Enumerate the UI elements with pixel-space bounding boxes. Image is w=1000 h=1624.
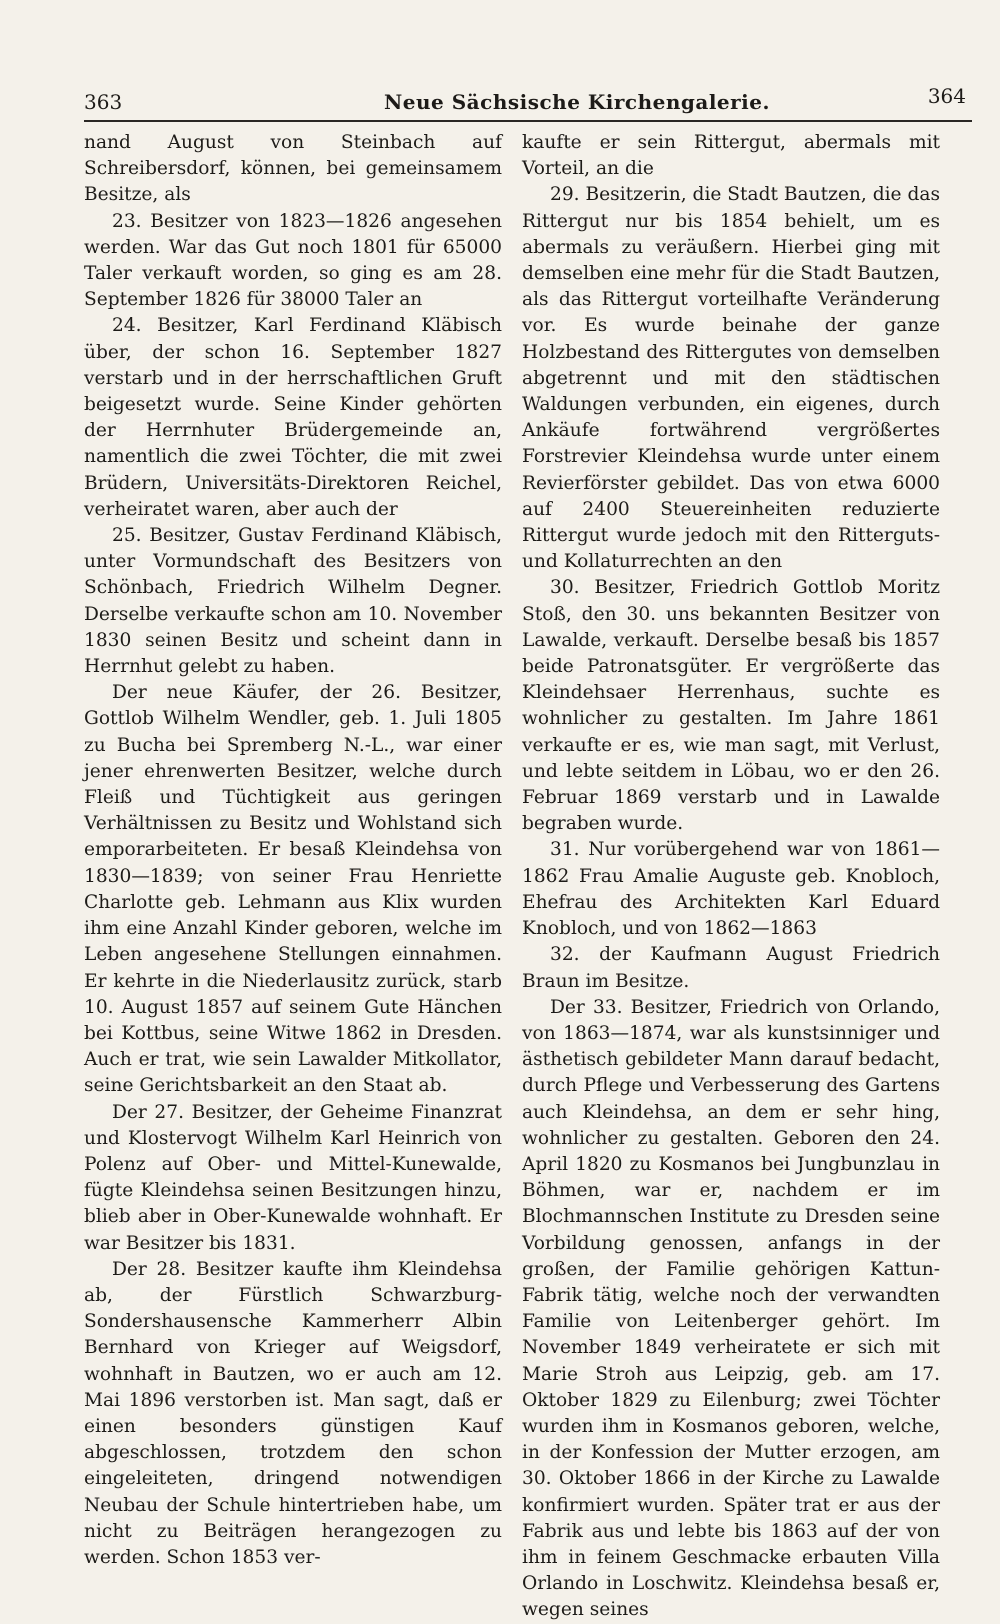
paragraph: Der 33. Besitzer, Friedrich von Orlando, von 1863—1874, war als kunstsinniger und ästhetisch gebildeter Mann darauf bedacht, durch Pflege und Verbesserung des Gartens auch Kleindehsa, an dem er sehr hing, wohnlicher zu gestalten. Geboren den 24. April 1820 zu Kosmanos bei Jungbunzlau in Böhmen, war er, nachdem er im Blochmannschen Institute zu Dresden seine Vorbildung genossen, anfangs in der großen, der Familie gehörigen Kattun-Fabrik tätig, welche noch der verwandten Familie von Leitenberger gehört. Im November 1849 verheiratete er sich mit Marie Stroh aus Leipzig, geb. am 17. Oktober 1829 zu Eilenburg; zwei Töchter wurden ihm in Kosmanos geboren, welche, in der Konfession der Mutter erzogen, am 30. Oktober 1866 in der Kirche zu Lawalde konfirmiert wurden. Später trat er aus der Fabrik aus und lebte bis 1863 auf der von ihm in feinem Geschmacke erbauten Villa Orlando in Loschwitz. Kleindehsa besaß er, wegen seines bbox=[522, 996, 940, 1621]
paragraph: 25. Besitzer, Gustav Ferdinand Kläbisch, unter Vormundschaft des Besitzers von Schönbach, Friedrich Wilhelm Degner. Derselbe verkaufte schon am 10. November 1830 seinen Besitz und scheint dann in Herrnhut gelebt zu haben. bbox=[84, 525, 502, 678]
right-column bbox=[522, 130, 940, 1624]
paragraph: kaufte er sein Rittergut, abermals mit Vorteil, an die bbox=[522, 132, 940, 180]
paragraph: Der neue Käufer, der 26. Besitzer, Gottlob Wilhelm Wendler, geb. 1. Juli 1805 zu Bucha bei Spremberg N.-L., war einer jener ehrenwerten Besitzer, welche durch Fleiß und Tüchtigkeit aus geringen Verhältnissen zu Besitz und Wohlstand sich emporarbeiteten. Er besaß Kleindehsa von 1830—1839; von seiner Frau Henriette Charlotte geb. Lehmann aus Klix wurden ihm eine Anzahl Kinder geboren, welche im Leben angesehene Stellungen einnahmen. Er kehrte in die Niederlausitz zurück, starb 10. August 1857 auf seinem Gute Hänchen bei Kottbus, seine Witwe 1862 in Dresden. Auch er trat, wie sein Lawalder Mitkollator, seine Gerichtsbarkeit an den Staat ab. bbox=[84, 682, 502, 1097]
paragraph: 31. Nur vorübergehend war von 1861—1862 Frau Amalie Auguste geb. Knobloch, Ehefrau des Architekten Karl Eduard Knobloch, und von 1862—1863 bbox=[522, 839, 940, 940]
paragraph: 29. Besitzerin, die Stadt Bautzen, die das Rittergut nur bis 1854 behielt, um es abermals zu veräußern. Hierbei ging mit demselben eine mehr für die Stadt Bautzen, als das Rittergut vorteilhafte Veränderung vor. Es wurde beinahe der ganze Holzbestand des Rittergutes von demselben abgetrennt und mit den städtischen Waldungen verbunden, ein eigenes, durch Ankäufe fortwährend vergrößertes Forstrevier Kleindehsa wurde unter einem Revierförster gebildet. Das von etwa 6000 auf 2400 Steuereinheiten reduzierte Rittergut wurde jedoch mit den Ritterguts- und Kollaturrechten an den bbox=[522, 184, 940, 573]
left-column bbox=[84, 130, 502, 1624]
running-title: Neue Sächsische Kirchengalerie. bbox=[384, 90, 770, 114]
paragraph: nand August von Steinbach auf Schreibersdorf, können, bei gemeinsamem Besitze, als bbox=[84, 132, 502, 206]
page-header bbox=[84, 80, 972, 120]
paragraph: Der 28. Besitzer kaufte ihm Kleindehsa ab, der Fürstlich Schwarzburg-Sondershausensche Kammerherr Albin Bernhard von Krieger auf Weigsdorf, wohnhaft in Bautzen, wo er auch am 12. Mai 1896 verstorben ist. Man sagt, daß er einen besonders günstigen Kauf abgeschlossen, trotzdem den schon eingeleiteten, dringend notwendigen Neubau der Schule hintertrieben habe, um nicht zu Beiträgen herangezogen zu werden. Schon 1853 ver- bbox=[84, 1258, 502, 1568]
paragraph: 24. Besitzer, Karl Ferdinand Kläbisch über, der schon 16. September 1827 verstarb und in der herrschaftlichen Gruft beigesetzt wurde. Seine Kinder gehörten der Herrnhuter Brüdergemeinde an, namentlich die zwei Töchter, die mit zwei Brüdern, Universitäts-Direktoren Reichel, verheiratet waren, aber auch der bbox=[84, 315, 502, 520]
page-number-right: 364 bbox=[927, 84, 966, 108]
text-columns bbox=[84, 130, 972, 1624]
header-rule bbox=[84, 120, 972, 122]
paragraph: 23. Besitzer von 1823—1826 angesehen werden. War das Gut noch 1801 für 65000 Taler verkauft worden, so ging es am 28. September 1826 für 38000 Taler an bbox=[84, 210, 502, 311]
paragraph: Der 27. Besitzer, der Geheime Finanzrat und Klostervogt Wilhelm Karl Heinrich von Polenz auf Ober- und Mittel-Kunewalde, fügte Kleindehsa seinen Besitzungen hinzu, blieb aber in Ober-Kunewalde wohnhaft. Er war Besitzer bis 1831. bbox=[84, 1101, 502, 1254]
paragraph: 30. Besitzer, Friedrich Gottlob Moritz Stoß, den 30. uns bekannten Besitzer von Lawalde, verkauft. Derselbe besaß bis 1857 beide Patronatsgüter. Er vergrößerte das Kleindehsaer Herrenhaus, suchte es wohnlicher zu gestalten. Im Jahre 1861 verkaufte er es, wie man sagt, mit Verlust, und lebte seitdem in Löbau, wo er den 26. Februar 1869 verstarb und in Lawalde begraben wurde. bbox=[522, 577, 940, 835]
page-number-left: 363 bbox=[84, 90, 123, 114]
paragraph: 32. der Kaufmann August Friedrich Braun im Besitze. bbox=[522, 944, 940, 992]
